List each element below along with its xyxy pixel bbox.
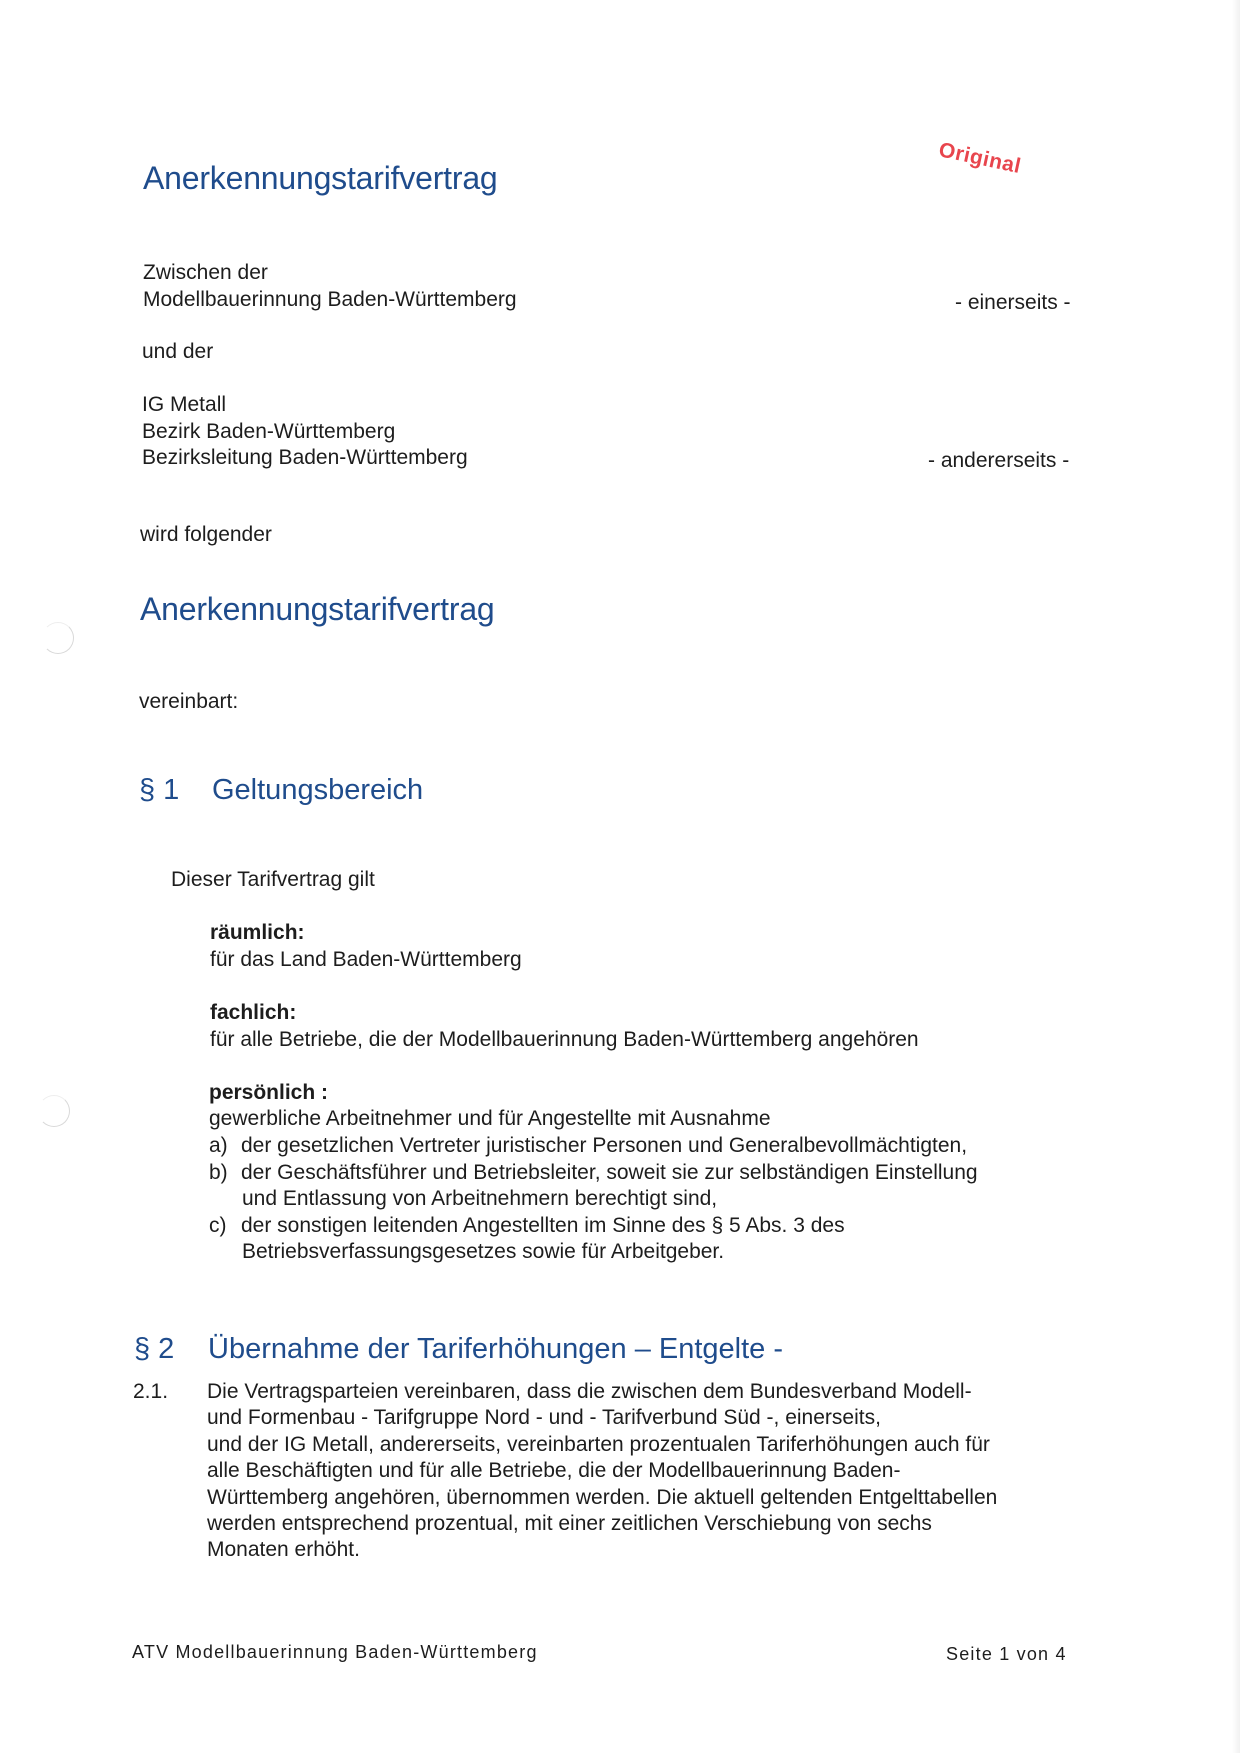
party2-role: - andererseits -: [928, 449, 1070, 472]
list-item-a-line-1: der gesetzlichen Vertreter juristischer Personen und Generalbevollmächtigten,: [241, 1134, 968, 1157]
list-item-b-line-2: und Entlassung von Arbeitnehmern berechtigt sind,: [242, 1187, 718, 1210]
personal-label: persönlich :: [209, 1081, 329, 1104]
party2-line-1: IG Metall: [142, 393, 227, 416]
footer-document-name: ATV Modellbauerinnung Baden-Württemberg: [132, 1642, 538, 1662]
list-item-c-line-2: Betriebsverfassungsgesetzes sowie für Arbeitgeber.: [242, 1240, 725, 1263]
document-title: Anerkennungstarifvertrag: [143, 160, 498, 196]
clause-line-4: alle Beschäftigten und für alle Betriebe, die der Modellbauerinnung Baden-: [207, 1459, 901, 1482]
party1-role: - einerseits -: [955, 291, 1071, 314]
section1-title: Geltungsbereich: [212, 774, 424, 806]
spatial-label: räumlich:: [210, 921, 305, 944]
clause-line-1: Die Vertragsparteien vereinbaren, dass die zwischen dem Bundesverband Modell-: [207, 1380, 972, 1403]
spatial-text: für das Land Baden-Württemberg: [210, 948, 522, 971]
section1-number: § 1: [139, 774, 180, 806]
clause-line-3: und der IG Metall, andererseits, vereinbarten prozentualen Tariferhöhungen auch für: [207, 1433, 990, 1456]
clause-line-6: werden entsprechend prozentual, mit einer zeitlichen Verschiebung von sechs: [207, 1512, 932, 1535]
party1-name: Modellbauerinnung Baden-Württemberg: [143, 288, 517, 311]
clause-line-7: Monaten erhöht.: [207, 1538, 360, 1561]
original-stamp: Original: [936, 138, 1024, 179]
technical-label: fachlich:: [210, 1001, 297, 1024]
page-edge-shadow: [1232, 0, 1240, 1753]
clause-line-5: Württemberg angehören, übernommen werden. Die aktuell geltenden Entgelttabellen: [207, 1486, 998, 1509]
clause-number: 2.1.: [133, 1380, 169, 1403]
agreed-text: vereinbart:: [139, 690, 239, 713]
agreement-subtitle: Anerkennungstarifvertrag: [140, 591, 495, 627]
section2-number: § 2: [134, 1333, 175, 1365]
punch-hole-top: [42, 622, 74, 654]
list-item-b-marker: b): [209, 1161, 228, 1184]
parties-connector: und der: [142, 340, 214, 363]
lead-in: wird folgender: [140, 523, 272, 546]
personal-text: gewerbliche Arbeitnehmer und für Angestellte mit Ausnahme: [209, 1107, 771, 1130]
technical-text: für alle Betriebe, die der Modellbauerinnung Baden-Württemberg angehören: [210, 1028, 919, 1051]
list-item-b-line-1: der Geschäftsführer und Betriebsleiter, soweit sie zur selbständigen Einstellung: [241, 1161, 978, 1184]
parties-intro: Zwischen der: [143, 261, 268, 284]
party2-line-3: Bezirksleitung Baden-Württemberg: [142, 446, 468, 469]
list-item-c-marker: c): [209, 1214, 227, 1237]
punch-hole-bottom: [38, 1095, 70, 1127]
party2-line-2: Bezirk Baden-Württemberg: [142, 420, 396, 443]
section2-title: Übernahme der Tariferhöhungen – Entgelte -: [208, 1333, 784, 1365]
section1-intro: Dieser Tarifvertrag gilt: [171, 868, 375, 891]
list-item-c-line-1: der sonstigen leitenden Angestellten im Sinne des § 5 Abs. 3 des: [241, 1214, 845, 1237]
list-item-a-marker: a): [209, 1134, 228, 1157]
clause-line-2: und Formenbau - Tarifgruppe Nord - und - Tarifverbund Süd -, einerseits,: [207, 1406, 881, 1429]
footer-page-number: Seite 1 von 4: [946, 1644, 1067, 1664]
